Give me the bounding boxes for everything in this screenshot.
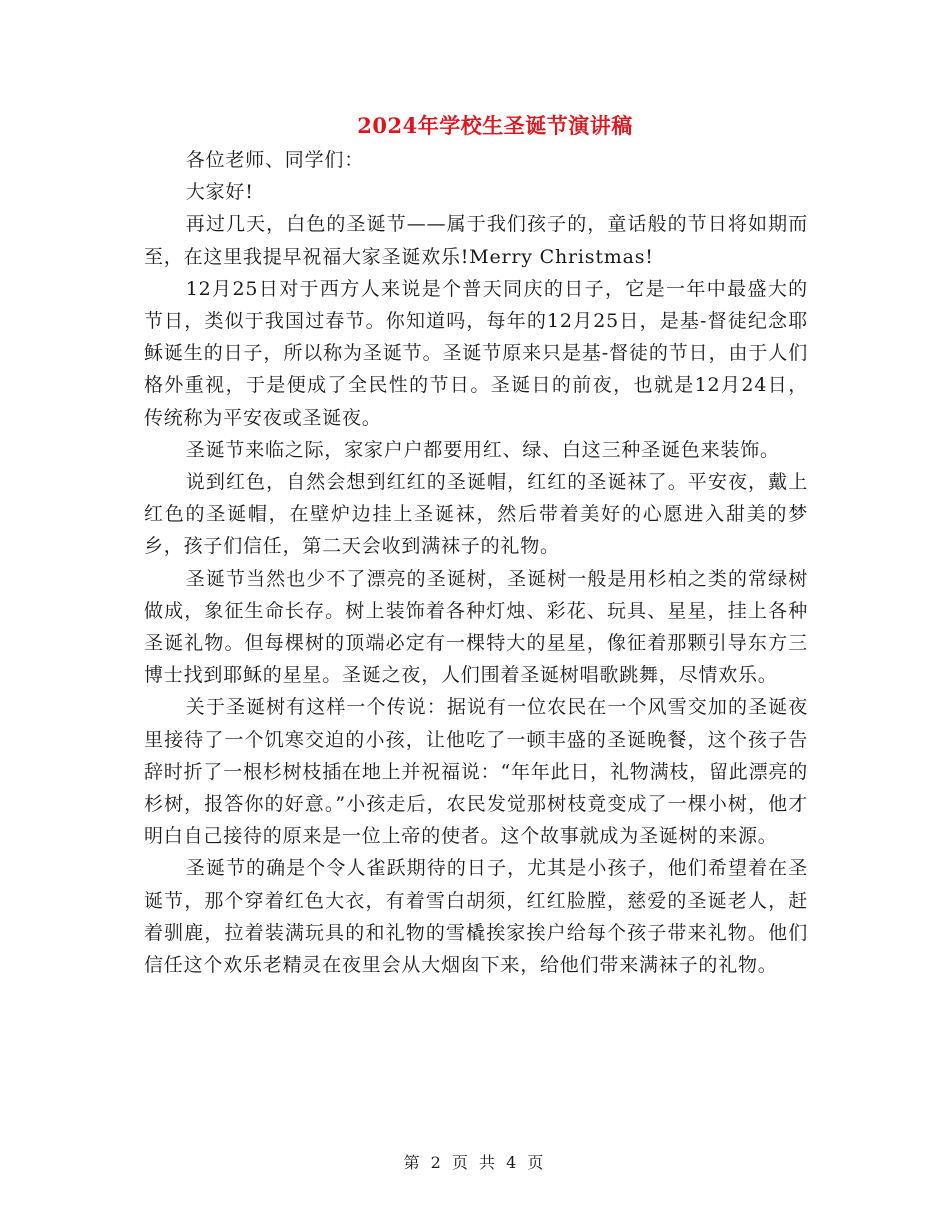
document-body	[144, 144, 808, 981]
paragraph: 圣诞节当然也少不了漂亮的圣诞树，圣诞树一般是用杉柏之类的常绿树做成，象征生命长存。树上装饰着各种灯烛、彩花、玩具、星星，挂上各种圣诞礼物。但每棵树的顶端必定有一棵特大的星星，像征着那颗引导东方三博士找到耶稣的星星。圣诞之夜，人们围着圣诞树唱歌跳舞，尽情欢乐。	[144, 567, 808, 687]
document-title: 2024年学校生圣诞节演讲稿	[357, 113, 633, 138]
paragraph: 圣诞节的确是个令人雀跃期待的日子，尤其是小孩子，他们希望着在圣诞节，那个穿着红色大衣，有着雪白胡须，红红脸膛，慈爱的圣诞老人，赶着驯鹿，拉着装满玩具的和礼物的雪橇挨家挨户给每个孩子带来礼物。他们信任这个欢乐老精灵在夜里会从大烟囱下来，给他们带来满袜子的礼物。	[144, 857, 808, 977]
paragraph: 关于圣诞树有这样一个传说：据说有一位农民在一个风雪交加的圣诞夜里接待了一个饥寒交迫的小孩，让他吃了一顿丰盛的圣诞晚餐，这个孩子告辞时折了一根杉树枝插在地上并祝福说：“年年此日，礼物满枝，留此漂亮的杉树，报答你的好意。”小孩走后，农民发觉那树枝竟变成了一棵小树，他才明白自己接待的原来是一位上帝的使者。这个故事就成为圣诞树的来源。	[144, 696, 808, 848]
paragraph: 各位老师、同学们：	[185, 149, 364, 171]
paragraph: 说到红色，自然会想到红红的圣诞帽，红红的圣诞袜了。平安夜，戴上红色的圣诞帽，在壁炉边挂上圣诞袜，然后带着美好的心愿进入甜美的梦乡，孩子们信任，第二天会收到满袜子的礼物。	[144, 471, 808, 558]
paragraph: 再过几天，白色的圣诞节——属于我们孩子的，童话般的节日将如期而至，在这里我提早祝福大家圣诞欢乐!Merry Christmas!	[144, 213, 808, 268]
paragraph: 大家好!	[185, 181, 254, 204]
paragraph: 12月25日对于西方人来说是个普天同庆的日子，它是一年中最盛大的节日，类似于我国过春节。你知道吗，每年的12月25日，是基-督徒纪念耶稣诞生的日子，所以称为圣诞节。圣诞节原来只是基-督徒的节日，由于人们格外重视，于是便成了全民性的节日。圣诞日的前夜，也就是12月24日，传统称为平安夜或圣诞夜。	[144, 277, 808, 429]
page-number-footer: 第 2 页 共 4 页	[403, 1153, 547, 1172]
paragraph: 圣诞节来临之际，家家户户都要用红、绿、白这三种圣诞色来装饰。	[185, 438, 780, 461]
